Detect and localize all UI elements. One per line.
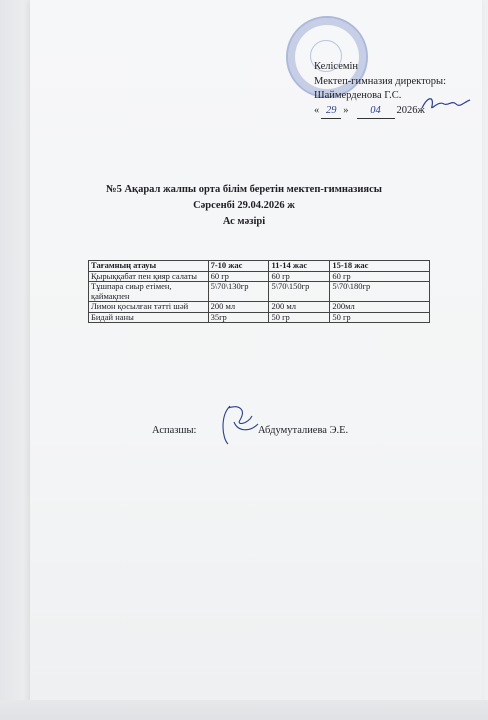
cook-signature — [212, 402, 264, 448]
portion-11-14: 200 мл — [269, 302, 330, 313]
portion-11-14: 5\70\150гр — [269, 282, 330, 302]
column-header: 7-10 жас — [208, 261, 269, 272]
dish-name: Тұшпара сиыр етімен, қаймақпен — [89, 282, 209, 302]
portion-15-18: 50 гр — [330, 312, 430, 323]
table-row — [89, 302, 430, 313]
table-row — [89, 282, 430, 302]
date-quote-close: » — [343, 104, 349, 116]
dish-name: Бидай наны — [89, 312, 209, 323]
approval-position: Мектеп-гимназия директоры: — [314, 75, 447, 87]
column-header: 11-14 жас — [269, 261, 330, 272]
approval-name: Шаймерденова Г.С. — [314, 90, 402, 101]
portion-7-10: 200 мл — [208, 302, 269, 313]
day-date: Сәрсенбі 29.04.2026 ж — [193, 200, 295, 211]
portion-11-14: 50 гр — [269, 312, 330, 323]
approval-heading: Келісемін — [314, 61, 359, 72]
school-title: №5 Ақарал жалпы орта білім беретін мектеп-гимназиясы — [106, 184, 382, 195]
portion-7-10: 5\70\130гр — [208, 282, 269, 302]
menu-title: Ас мәзірі — [222, 216, 266, 227]
dish-name: Қырыққабат пен қияр салаты — [89, 271, 209, 282]
date-year: 2026ж — [396, 104, 425, 116]
table-row — [89, 312, 430, 323]
cook-label: Аспазшы: — [152, 425, 197, 436]
dish-name: Лимон қосылған тәтті шәй — [89, 302, 209, 313]
cook-name: Абдумуталиева Э.Е. — [258, 425, 349, 436]
date-day: 29 — [321, 104, 341, 120]
column-header: Тағамның атауы — [89, 261, 209, 272]
portion-7-10: 35гр — [208, 312, 269, 323]
director-signature — [418, 92, 474, 116]
table-header-row — [89, 261, 430, 272]
portion-15-18: 200мл — [330, 302, 430, 313]
page-bottom-edge — [0, 700, 488, 720]
portion-11-14: 60 гр — [269, 271, 330, 282]
date-quote-open: « — [314, 104, 320, 116]
portion-15-18: 5\70\180гр — [330, 282, 430, 302]
column-header: 15-18 жас — [330, 261, 430, 272]
menu-table — [88, 260, 430, 323]
table-row — [89, 271, 430, 282]
portion-15-18: 60 гр — [330, 271, 430, 282]
date-month: 04 — [357, 104, 395, 120]
portion-7-10: 60 гр — [208, 271, 269, 282]
